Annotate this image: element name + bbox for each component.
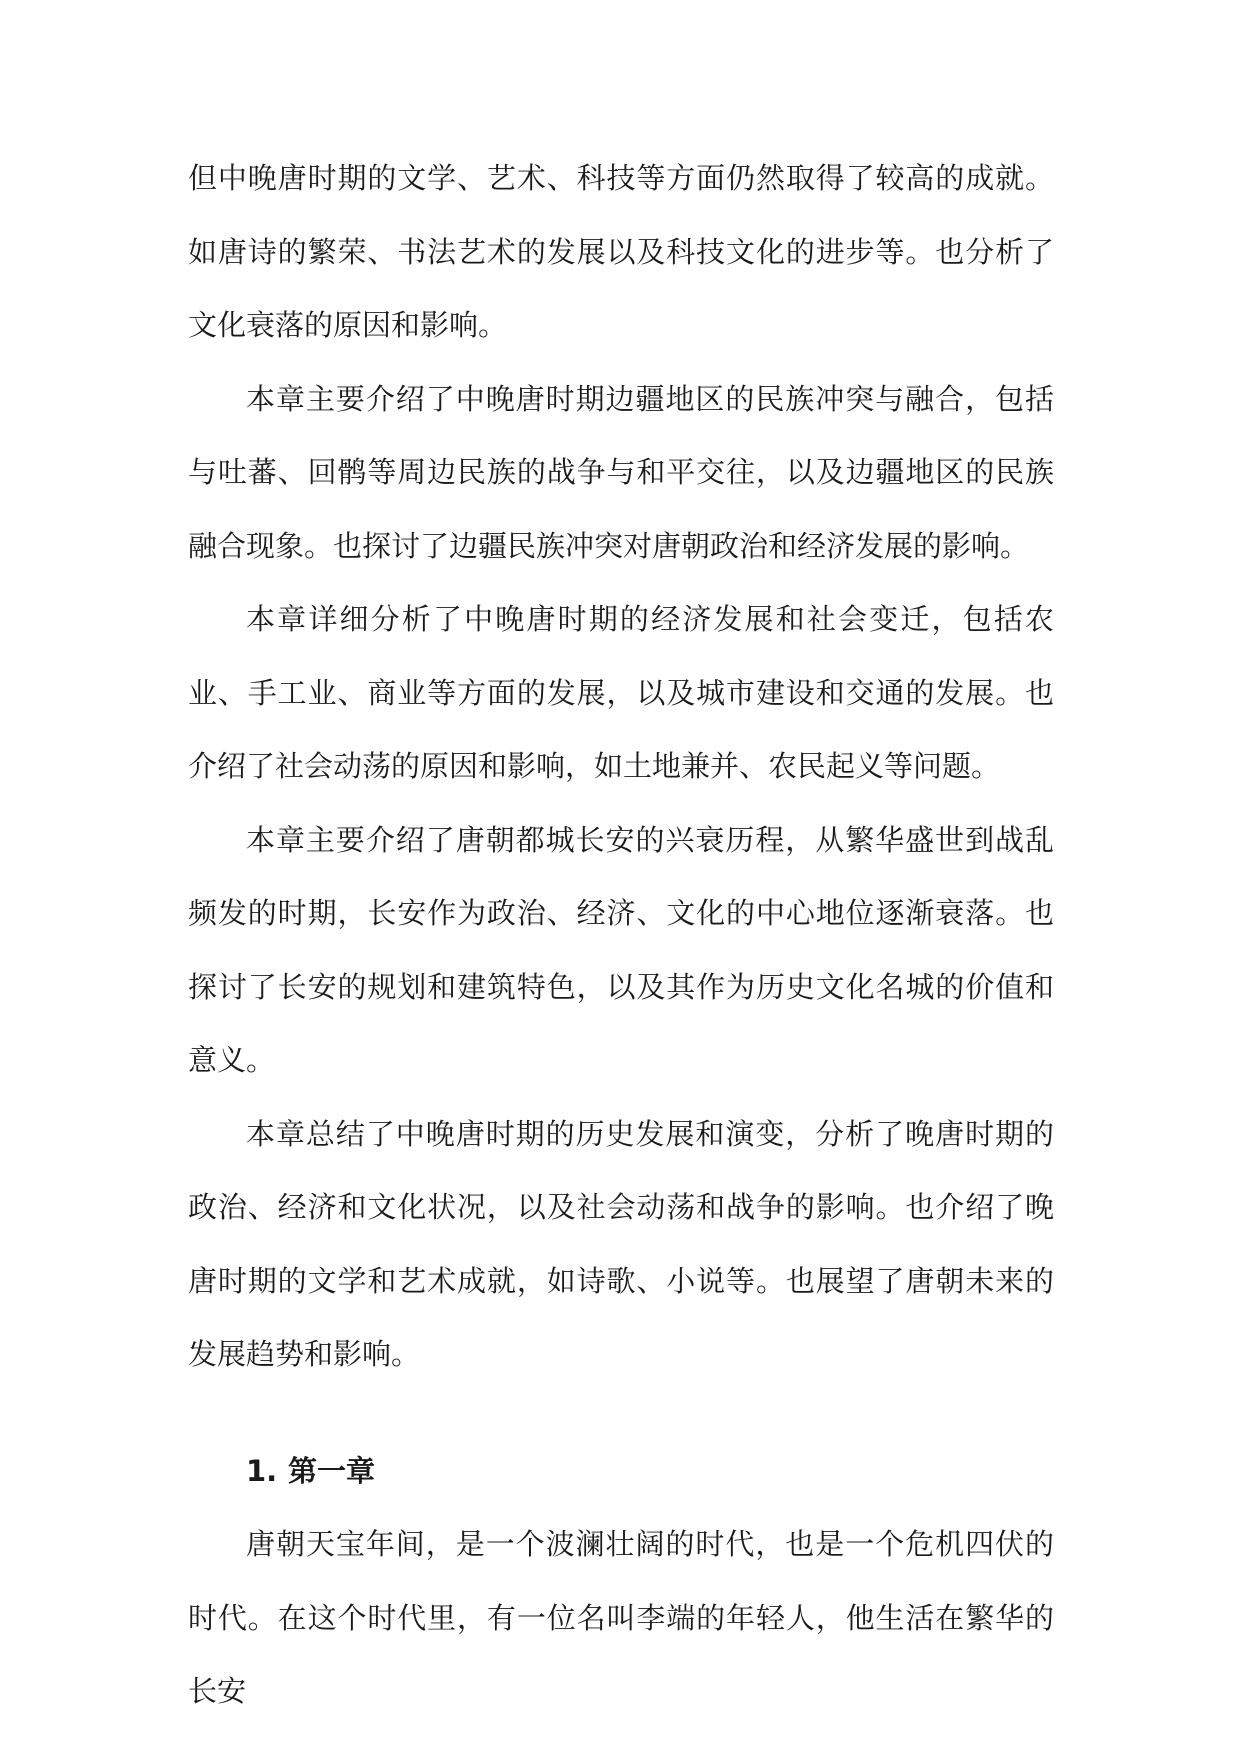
section-number: 1. bbox=[246, 1453, 278, 1488]
paragraph-summary: 本章总结了中晚唐时期的历史发展和演变，分析了晚唐时期的政治、经济和文化状况，以及社会动荡和战争的影响。也介绍了晚唐时期的文学和艺术成就，如诗歌、小说等。也展望了唐朝未来的发展趋势和影响。 bbox=[188, 1116, 1054, 1371]
section-heading bbox=[188, 1435, 1054, 1509]
section-title: 第一章 bbox=[288, 1453, 376, 1488]
paragraph-chapter-one-intro: 唐朝天宝年间，是一个波澜壮阔的时代，也是一个危机四伏的时代。在这个时代里，有一位名叫李端的年轻人，他生活在繁华的长安 bbox=[188, 1527, 1054, 1708]
paragraph-economy-society: 本章详细分析了中晚唐时期的经济发展和社会变迁，包括农业、手工业、商业等方面的发展，以及城市建设和交通的发展。也介绍了社会动荡的原因和影响，如土地兼并、农民起义等问题。 bbox=[188, 602, 1054, 783]
paragraph-frontier-ethnic: 本章主要介绍了中晚唐时期边疆地区的民族冲突与融合，包括与吐蕃、回鹘等周边民族的战争与和平交往，以及边疆地区的民族融合现象。也探讨了边疆民族冲突对唐朝政治和经济发展的影响。 bbox=[188, 381, 1054, 563]
paragraph-continuation: 但中晚唐时期的文学、艺术、科技等方面仍然取得了较高的成就。如唐诗的繁荣、书法艺术的发展以及科技文化的进步等。也分析了文化衰落的原因和影响。 bbox=[188, 161, 1054, 342]
document-body bbox=[188, 142, 1054, 1729]
paragraph-changan: 本章主要介绍了唐朝都城长安的兴衰历程，从繁华盛世到战乱频发的时期，长安作为政治、经济、文化的中心地位逐渐衰落。也探讨了长安的规划和建筑特色，以及其作为历史文化名城的价值和意义。 bbox=[188, 822, 1054, 1077]
